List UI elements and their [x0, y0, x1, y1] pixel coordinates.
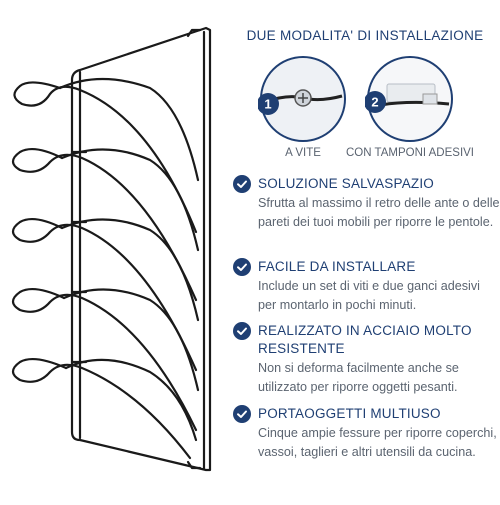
pot-lid-rack-image: [0, 0, 230, 500]
method-2-number: 2: [371, 94, 379, 110]
feature-title: REALIZZATO IN ACCIAIO MOLTO RESISTENTE: [258, 323, 472, 356]
method-1-number: 1: [264, 96, 272, 112]
feature-title: SOLUZIONE SALVASPAZIO: [258, 176, 434, 191]
feature-description: Cinque ampie fessure per riporre coperchi, vassoi, taglieri e altri utensili da cucina.: [258, 426, 497, 459]
installation-heading: DUE MODALITA' DI INSTALLAZIONE: [246, 28, 484, 43]
checkmark-icon: [233, 175, 251, 193]
checkmark-icon: [233, 258, 251, 276]
checkmark-icon: [233, 322, 251, 340]
feature-title: FACILE DA INSTALLARE: [258, 259, 416, 274]
method-1-label: A VITE: [285, 147, 321, 159]
feature-description: Sfrutta al massimo il retro delle ante o delle pareti dei tuoi mobili per riporre le pentole.: [258, 196, 500, 229]
checkmark-icon: [233, 405, 251, 423]
method-2-label: CON TAMPONI ADESIVI: [345, 147, 475, 159]
feature-title: PORTAOGGETTI MULTIUSO: [258, 406, 441, 421]
feature-description: Non si deforma facilmente anche se utilizzato per riporre oggetti pesanti.: [258, 361, 459, 394]
adhesive-pad-icon: [365, 54, 455, 144]
screw-install-illustration: [258, 54, 348, 144]
adhesive-install-illustration: [365, 54, 455, 144]
feature-description: Include un set di viti e due ganci adesivi per montarlo in pochi minuti.: [258, 279, 480, 312]
screw-icon: [258, 54, 348, 144]
